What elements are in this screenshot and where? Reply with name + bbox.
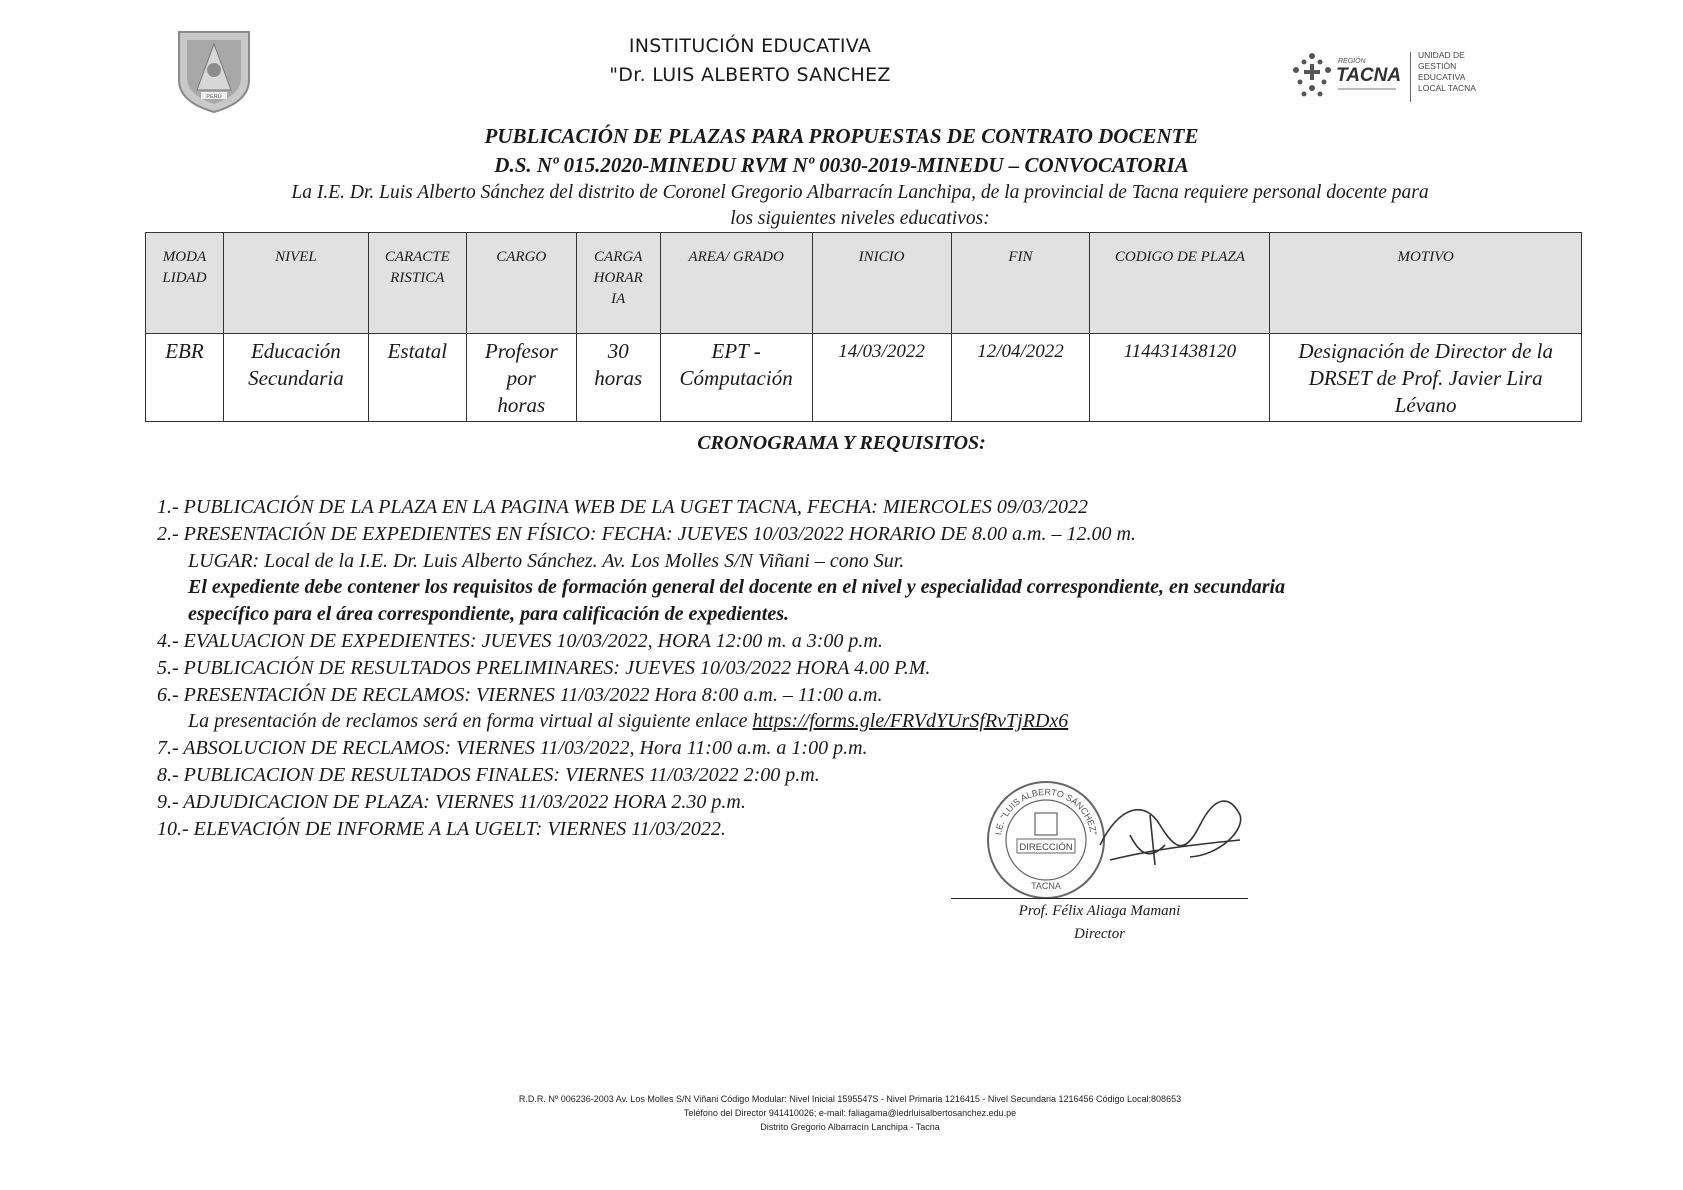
list-item: 5.- PUBLICACIÓN DE RESULTADOS PRELIMINARES: JUEVES 10/03/2022 HORA 4.00 P.M. — [157, 656, 931, 679]
col-header-carga-horaria: CARGA HORAR IA — [576, 233, 660, 334]
col-header-cargo: CARGO — [466, 233, 576, 334]
list-item: 4.- EVALUACION DE EXPEDIENTES: JUEVES 10/03/2022, HORA 12:00 m. a 3:00 p.m. — [157, 629, 883, 652]
crest-label: PERÚ — [206, 94, 222, 100]
requisitos-note: específico para el área correspondiente, para calificación de expedientes. — [188, 603, 789, 626]
school-crest-logo — [173, 28, 255, 114]
cell-modalidad: EBR — [146, 334, 224, 422]
ugel-tacna-logo — [1290, 48, 1490, 108]
reclamos-form-link[interactable]: https://forms.gle/FRVdYUrSfRvTjRDx6 — [752, 710, 1069, 733]
signature-line — [951, 898, 1248, 899]
cronograma-list — [157, 494, 1517, 842]
footer-line-3: Distrito Gregorio Albarracín Lanchipa - Tacna — [760, 1122, 940, 1132]
cell-caracteristica: Estatal — [368, 334, 466, 422]
col-header-nivel: NIVEL — [223, 233, 368, 334]
ugel-name-line: LOCAL TACNA — [1418, 83, 1476, 93]
ugel-brand-underline — [1338, 88, 1396, 90]
ugel-name-line: UNIDAD DE — [1418, 50, 1465, 60]
table-row — [146, 334, 1582, 422]
ugel-brand: TACNA — [1336, 65, 1402, 86]
col-header-fin: FIN — [951, 233, 1090, 334]
ugel-name-line: GESTIÓN — [1418, 61, 1457, 71]
list-item: 2.- PRESENTACIÓN DE EXPEDIENTES EN FÍSICO: FECHA: JUEVES 10/03/2022 HORARIO DE 8.00 a.m. – 12.00 m. — [157, 522, 1136, 545]
document-title: PUBLICACIÓN DE PLAZAS PARA PROPUESTAS DE CONTRATO DOCENTE — [484, 124, 1199, 148]
cell-cargo: Profesor por horas — [466, 334, 576, 422]
document-subtitle: D.S. Nº 015.2020-MINEDU RVM Nº 0030-2019-MINEDU – CONVOCATORIA — [494, 153, 1189, 177]
cell-area-grado: EPT - Cómputación — [660, 334, 812, 422]
director-signature — [1090, 785, 1250, 875]
intro-line-2: los siguientes niveles educativos: — [730, 208, 990, 229]
footer-line-1: R.D.R. Nº 006236-2003 Av. Los Molles S/N Viñani Código Modular: Nivel Inicial 1595547S - Nivel Primaria 1216415 - Nivel Secundaria 1216456 Código Local:808653 — [518, 1094, 1182, 1104]
cronograma-title: CRONOGRAMA Y REQUISITOS: — [697, 432, 986, 454]
cell-inicio: 14/03/2022 — [812, 334, 951, 422]
requisitos-note: El expediente debe contener los requisitos de formación general del docente en el nivel y especialidad correspondiente, en secundaria — [188, 576, 1286, 599]
list-item: 9.- ADJUDICACION DE PLAZA: VIERNES 11/03/2022 HORA 2.30 p.m. — [157, 790, 746, 813]
list-item: 6.- PRESENTACIÓN DE RECLAMOS: VIERNES 11/03/2022 Hora 8:00 a.m. – 11:00 a.m. — [157, 683, 883, 706]
intro-paragraph — [140, 180, 1580, 232]
reclamos-note: La presentación de reclamos será en forma virtual al siguiente enlace — [188, 710, 748, 733]
ugel-dots-icon — [1290, 52, 1334, 98]
col-header-inicio: INICIO — [812, 233, 951, 334]
list-item-detail — [157, 708, 1517, 735]
list-item-detail: LUGAR: Local de la I.E. Dr. Luis Alberto Sánchez. Av. Los Molles S/N Viñani – cono Sur. — [188, 549, 905, 572]
seal-top-text: I.E. "LUIS ALBERTO SÁNCHEZ" — [993, 786, 1099, 836]
ugel-region-label: REGIÓN — [1338, 58, 1366, 65]
col-header-motivo: MOTIVO — [1270, 233, 1582, 334]
signer-role: Director — [1073, 926, 1126, 942]
ugel-name — [1418, 50, 1498, 94]
school-line-2: "Dr. LUIS ALBERTO SANCHEZ — [609, 64, 891, 86]
cell-motivo: Designación de Director de la DRSET de Prof. Javier Lira Lévano — [1270, 334, 1582, 422]
list-item: 8.- PUBLICACION DE RESULTADOS FINALES: VIERNES 11/03/2022 2:00 p.m. — [157, 763, 820, 786]
seal-center-text: DIRECCIÓN — [1019, 842, 1073, 853]
signer-name: Prof. Félix Aliaga Mamani — [1018, 903, 1181, 919]
footer — [300, 1092, 1400, 1134]
table-header-row — [146, 233, 1582, 334]
list-item: 7.- ABSOLUCION DE RECLAMOS: VIERNES 11/03/2022, Hora 11:00 a.m. a 1:00 p.m. — [157, 737, 868, 760]
cell-fin: 12/04/2022 — [951, 334, 1090, 422]
col-header-area-grado: AREA/ GRADO — [660, 233, 812, 334]
cell-codigo-plaza: 114431438120 — [1090, 334, 1270, 422]
list-item: 10.- ELEVACIÓN DE INFORME A LA UGELT: VIERNES 11/03/2022. — [157, 817, 726, 840]
col-header-codigo-plaza: CODIGO DE PLAZA — [1090, 233, 1270, 334]
ugel-name-line: EDUCATIVA — [1418, 72, 1466, 82]
intro-line-1: La I.E. Dr. Luis Alberto Sánchez del distrito de Coronel Gregorio Albarracín Lanchipa, de la provincial de Tacna requiere personal docente para — [291, 182, 1429, 203]
footer-line-2: Teléfono del Director 941410026; e-mail: faliagama@iedrluisalbertosanchez.edu.pe — [683, 1108, 1017, 1118]
school-header — [520, 32, 980, 90]
plazas-table — [145, 232, 1582, 422]
school-line-1: INSTITUCIÓN EDUCATIVA — [628, 35, 872, 57]
cell-nivel: Educación Secundaria — [223, 334, 368, 422]
cell-carga-horaria: 30 horas — [576, 334, 660, 422]
ugel-separator — [1410, 52, 1411, 102]
col-header-caracteristica: CARACTE RISTICA — [368, 233, 466, 334]
col-header-modalidad: MODA LIDAD — [146, 233, 224, 334]
seal-bottom-text: TACNA — [1031, 881, 1061, 891]
list-item: 1.- PUBLICACIÓN DE LA PLAZA EN LA PAGINA WEB DE LA UGET TACNA, FECHA: MIERCOLES 09/03/2022 — [157, 496, 1088, 518]
